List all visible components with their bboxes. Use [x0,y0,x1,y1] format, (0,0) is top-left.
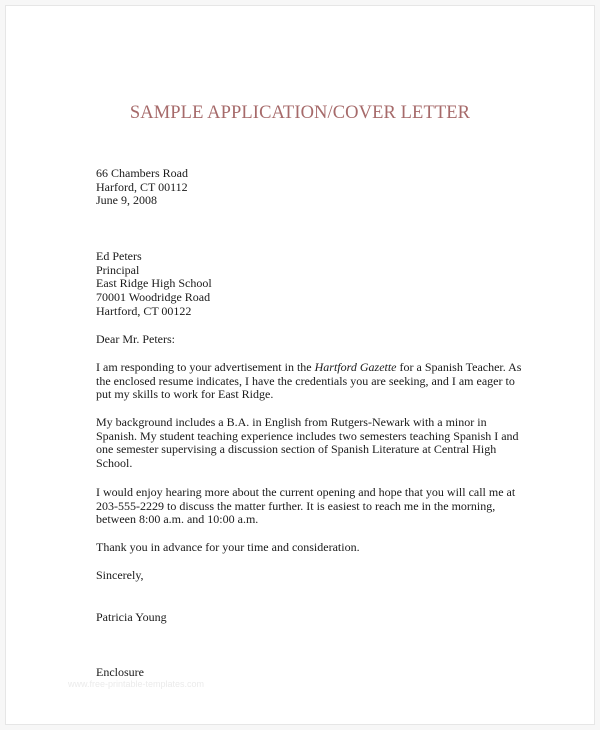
paragraph-3 [96,486,536,527]
paragraph-2-line-2: Spanish. My student teaching experience includes two semesters teaching Spanish I and [96,428,519,443]
paragraph-1-line-1 [96,361,536,375]
closing: Sincerely, [96,568,144,582]
thanks-line: Thank you in advance for your time and consideration. [96,540,360,554]
paragraph-1-line-3: put my skills to work for East Ridge. [96,387,274,402]
recipient-city: Hartford, CT 00122 [96,303,192,318]
enclosure-note: Enclosure [96,665,144,679]
salutation: Dear Mr. Peters: [96,332,175,346]
paragraph-2-line-3: one semester supervising a discussion section of Spanish Literature at Central High [96,442,497,457]
paragraph-3-line-1: I would enjoy hearing more about the current opening and hope that you will call me at [96,485,516,499]
paragraph-1-line-2: the enclosed resume indicates, I have the credentials you are seeking, and I am eager to [96,373,515,388]
letter-date: June 9, 2008 [96,193,157,208]
sender-street: 66 Chambers Road [96,166,188,180]
paragraph-2 [96,416,536,471]
recipient-street: 70001 Woodridge Road [96,290,211,305]
sender-city: Harford, CT 00112 [96,179,188,194]
recipient-position: Principal [96,262,140,277]
paragraph-1-text-after: for a Spanish Teacher. As [396,360,522,374]
watermark: www.free-printable-templates.com [68,679,205,689]
page-title: SAMPLE APPLICATION/COVER LETTER [129,103,471,123]
newspaper-name: Hartford Gazette [314,360,397,374]
recipient-school: East Ridge High School [96,276,212,291]
paragraph-1-text-before: I am responding to your advertisement in the [96,360,315,374]
paragraph-3-line-2: 203-555-2229 to discuss the matter further. It is easiest to reach me in the morning, [96,498,496,513]
paragraph-1 [96,361,536,402]
paragraph-3-line-3: between 8:00 a.m. and 10:00 a.m. [96,512,259,527]
recipient-address [96,250,212,319]
sender-address [96,167,188,208]
signature-name: Patricia Young [96,610,167,624]
paragraph-2-line-4: School. [96,456,133,471]
paragraph-2-line-1: My background includes a B.A. in English from Rutgers-Newark with a minor in [96,415,487,429]
recipient-name: Ed Peters [96,249,142,263]
